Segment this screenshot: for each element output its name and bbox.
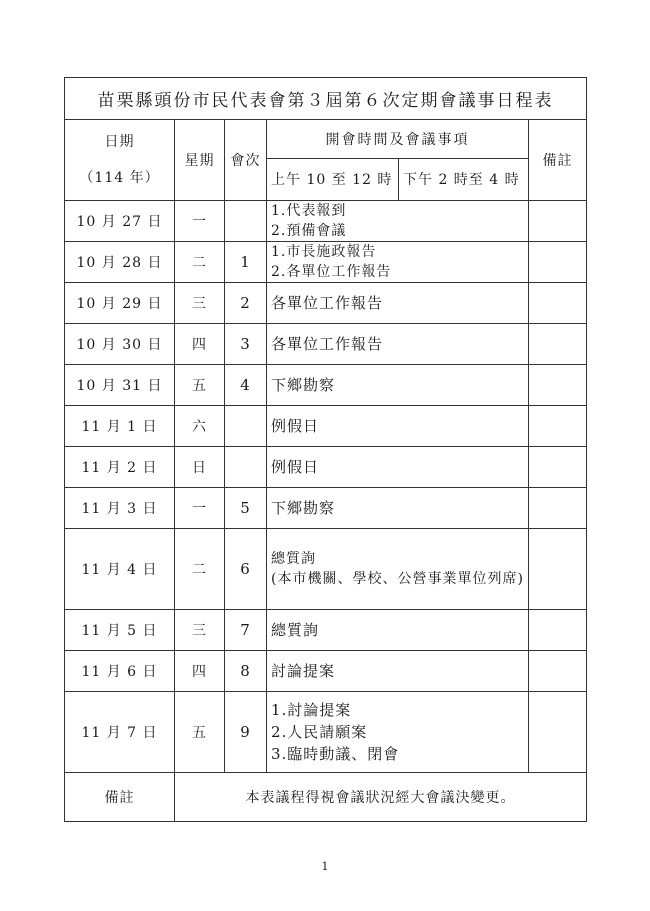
header-session: 會次 (225, 120, 267, 201)
row-agenda (267, 529, 529, 610)
footer-label: 備註 (65, 773, 175, 822)
row-remarks (529, 406, 587, 447)
row-agenda (267, 201, 529, 242)
row-remarks (529, 610, 587, 651)
agenda-line: 2.預備會議 (271, 223, 347, 239)
table-row (65, 283, 587, 324)
row-remarks (529, 242, 587, 283)
row-weekday: 三 (175, 283, 225, 324)
row-session: 8 (225, 651, 267, 692)
row-date: 11 月 6 日 (65, 651, 175, 692)
row-date: 11 月 5 日 (65, 610, 175, 651)
agenda-line: 1.討論提案 (271, 701, 352, 719)
row-date: 11 月 4 日 (65, 529, 175, 610)
row-session: 3 (225, 324, 267, 365)
row-remarks (529, 692, 587, 773)
row-agenda (267, 242, 529, 283)
header-am: 上午 10 至 12 時 (267, 159, 399, 201)
row-remarks (529, 324, 587, 365)
row-weekday: 日 (175, 447, 225, 488)
row-remarks (529, 365, 587, 406)
row-session: 2 (225, 283, 267, 324)
table-row (65, 651, 587, 692)
row-session (225, 447, 267, 488)
row-weekday: 三 (175, 610, 225, 651)
agenda-line: 例假日 (271, 417, 320, 435)
row-weekday: 二 (175, 529, 225, 610)
row-weekday: 四 (175, 651, 225, 692)
row-agenda (267, 324, 529, 365)
row-date: 10 月 31 日 (65, 365, 175, 406)
header-weekday: 星期 (175, 120, 225, 201)
agenda-line: 總質詢 (271, 551, 316, 567)
row-date: 11 月 2 日 (65, 447, 175, 488)
row-agenda (267, 488, 529, 529)
header-year: （114 年） (79, 170, 160, 186)
row-agenda (267, 610, 529, 651)
agenda-line: 各單位工作報告 (271, 335, 384, 353)
row-session: 5 (225, 488, 267, 529)
row-date: 10 月 27 日 (65, 201, 175, 242)
table-row (65, 447, 587, 488)
agenda-line: 1.市長施政報告 (271, 244, 377, 260)
table-row (65, 529, 587, 610)
row-session: 4 (225, 365, 267, 406)
row-weekday: 五 (175, 692, 225, 773)
row-session: 1 (225, 242, 267, 283)
table-title: 苗栗縣頭份市民代表會第３屆第６次定期會議事日程表 (65, 78, 587, 120)
row-weekday: 二 (175, 242, 225, 283)
row-date: 11 月 7 日 (65, 692, 175, 773)
row-agenda (267, 365, 529, 406)
table-row (65, 324, 587, 365)
header-date (65, 120, 175, 201)
table-row (65, 201, 587, 242)
agenda-line: 下鄉勘察 (271, 376, 336, 394)
row-remarks (529, 447, 587, 488)
agenda-line: 3.臨時動議、閉會 (271, 745, 400, 763)
footer-text: 本表議程得視會議狀況經大會議決變更。 (175, 773, 587, 822)
row-weekday: 一 (175, 488, 225, 529)
row-session (225, 201, 267, 242)
agenda-line: 各單位工作報告 (271, 294, 384, 312)
row-session (225, 406, 267, 447)
row-weekday: 六 (175, 406, 225, 447)
schedule-rows (65, 201, 587, 773)
row-session: 9 (225, 692, 267, 773)
row-date: 11 月 1 日 (65, 406, 175, 447)
row-date: 10 月 30 日 (65, 324, 175, 365)
table-row (65, 365, 587, 406)
table-row (65, 488, 587, 529)
agenda-line: (本市機關、學校、公營事業單位列席) (271, 571, 524, 587)
row-date: 11 月 3 日 (65, 488, 175, 529)
row-weekday: 一 (175, 201, 225, 242)
header-remarks: 備註 (529, 120, 587, 201)
row-agenda (267, 651, 529, 692)
table-row (65, 406, 587, 447)
row-session: 7 (225, 610, 267, 651)
table-row (65, 692, 587, 773)
table-row (65, 610, 587, 651)
row-remarks (529, 201, 587, 242)
agenda-line: 1.代表報到 (271, 203, 347, 219)
agenda-line: 例假日 (271, 458, 320, 476)
row-remarks (529, 283, 587, 324)
header-date-label: 日期 (104, 134, 135, 150)
page-number: 1 (321, 860, 329, 873)
header-schedule: 開會時間及會議事項 (267, 120, 529, 159)
agenda-line: 討論提案 (271, 662, 336, 680)
row-agenda (267, 283, 529, 324)
row-agenda (267, 447, 529, 488)
row-weekday: 四 (175, 324, 225, 365)
row-weekday: 五 (175, 365, 225, 406)
row-remarks (529, 651, 587, 692)
schedule-table (64, 77, 587, 822)
row-agenda (267, 692, 529, 773)
row-date: 10 月 28 日 (65, 242, 175, 283)
agenda-line: 2.人民請願案 (271, 723, 368, 741)
agenda-line: 下鄉勘察 (271, 499, 336, 517)
agenda-line: 總質詢 (271, 621, 320, 639)
table-row (65, 242, 587, 283)
row-session: 6 (225, 529, 267, 610)
row-date: 10 月 29 日 (65, 283, 175, 324)
agenda-line: 2.各單位工作報告 (271, 264, 392, 280)
row-agenda (267, 406, 529, 447)
header-pm: 下午 2 時至 4 時 (399, 159, 529, 201)
row-remarks (529, 529, 587, 610)
row-remarks (529, 488, 587, 529)
